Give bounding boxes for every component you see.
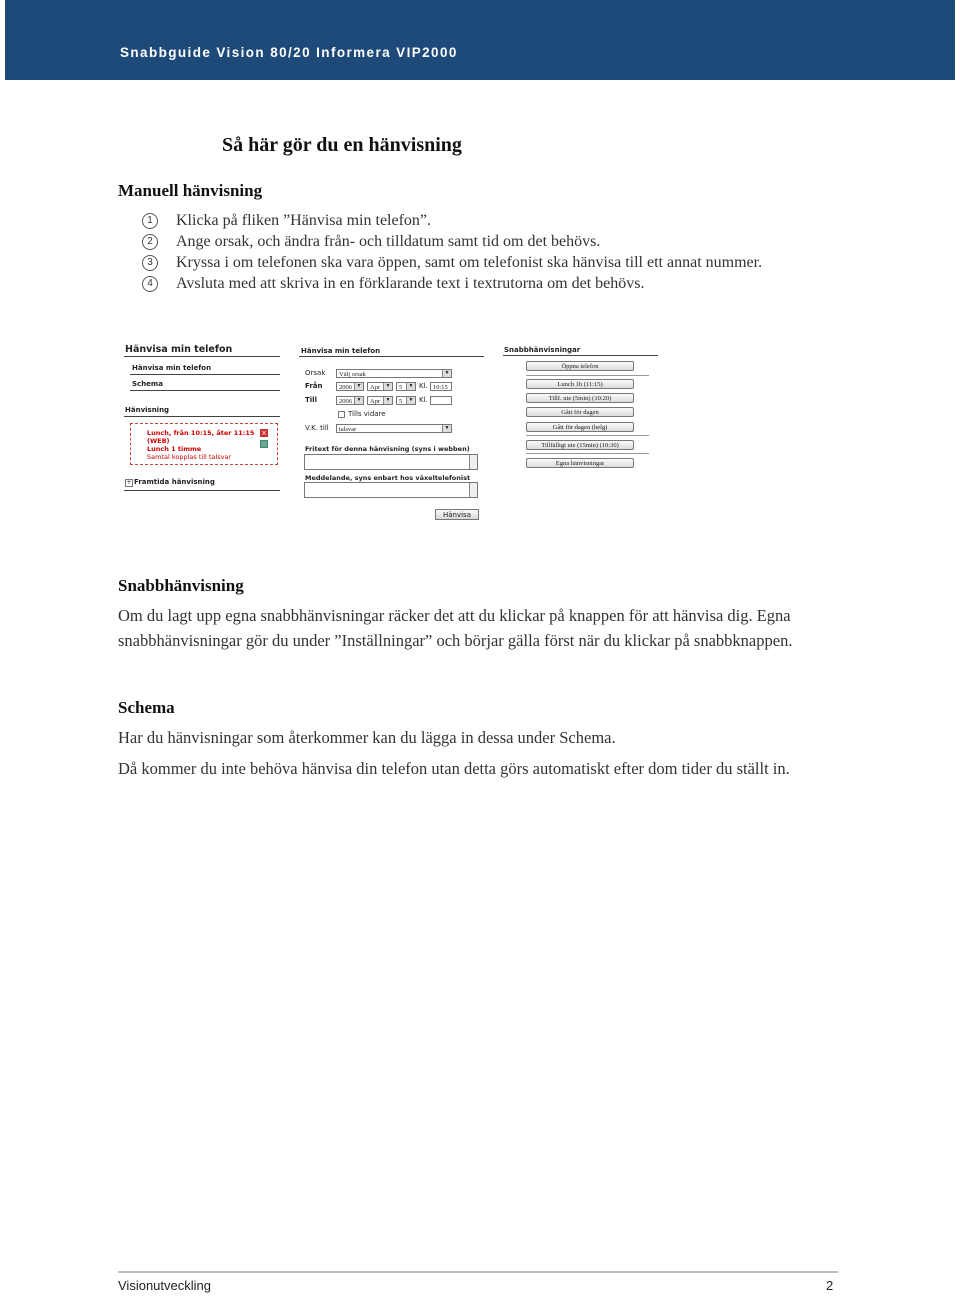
tills-vidare-label: Tills vidare <box>348 410 386 418</box>
till-day-select[interactable]: 5 ▼ <box>396 396 416 405</box>
entry-time: Lunch, från 10:15, åter 11:15 <box>147 429 255 437</box>
step-number: 3 <box>142 255 158 271</box>
divider <box>124 416 280 417</box>
kl-label: Kl. <box>419 382 428 390</box>
meddelande-label: Meddelande, syns enbart hos växeltelefonist <box>305 474 471 482</box>
schema-text-2: Då kommer du inte behöva hänvisa din telefon utan detta görs automatiskt efter dom tider du ställt in. <box>118 759 790 778</box>
quick-button-tillfalligt[interactable]: Tillfälligt ute (15min) (10:30) <box>526 440 634 450</box>
divider <box>130 390 280 391</box>
entry-forward: Samtal kopplas till talsvar <box>147 453 232 461</box>
footer-divider <box>118 1271 838 1273</box>
fritext-textarea[interactable] <box>304 454 478 470</box>
fran-time-input[interactable]: 10:15 <box>430 382 452 391</box>
page-title: Så här gör du en hänvisning <box>222 134 462 156</box>
fran-year-select[interactable]: 2006 ▼ <box>336 382 364 391</box>
hanvisa-button[interactable]: Hänvisa <box>435 509 479 520</box>
menu-item-hanvisa[interactable]: Hänvisa min telefon <box>132 364 212 372</box>
kl-label: Kl. <box>419 396 428 404</box>
quick-button-tillf-ute[interactable]: Tillf. ute (5min) (10:20) <box>526 393 634 403</box>
list-item <box>142 273 842 294</box>
divider <box>124 490 280 491</box>
divider <box>526 375 649 376</box>
entry-source: (WEB) <box>147 437 170 445</box>
step-text: Avsluta med att skriva in en förklarande text i textrutorna om det behövs. <box>176 275 645 292</box>
scrollbar[interactable] <box>469 483 477 497</box>
menu-item-schema[interactable]: Schema <box>132 380 163 388</box>
active-entry <box>130 423 278 465</box>
chevron-down-icon: ▼ <box>354 383 363 390</box>
till-time-input[interactable] <box>430 396 452 405</box>
quick-button-gatt[interactable]: Gått för dagen <box>526 407 634 417</box>
divider <box>124 356 280 357</box>
step-number: 4 <box>142 276 158 292</box>
meddelande-textarea[interactable] <box>304 482 478 498</box>
till-month-select[interactable]: Apr ▼ <box>367 396 393 405</box>
divider <box>299 356 484 357</box>
till-label: Till <box>305 396 317 404</box>
chevron-down-icon: ▼ <box>406 397 415 404</box>
schema-heading: Schema <box>118 698 175 717</box>
vk-select[interactable]: talsvar ▼ <box>336 424 452 433</box>
step-text: Kryssa i om telefonen ska vara öppen, samt om telefonist ska hänvisa till ett annat nummer. <box>176 254 763 271</box>
divider <box>526 435 649 436</box>
list-item <box>142 231 842 252</box>
chevron-down-icon: ▼ <box>442 370 451 377</box>
fran-day-select[interactable]: 5 ▼ <box>396 382 416 391</box>
form-title: Hänvisa min telefon <box>301 347 381 355</box>
list-item <box>142 210 842 231</box>
tills-vidare-checkbox[interactable] <box>338 411 345 418</box>
header-band <box>5 0 955 80</box>
edit-icon[interactable] <box>260 440 268 448</box>
orsak-label: Orsak <box>305 369 326 377</box>
quick-heading: Snabbhänvisning <box>118 576 244 595</box>
scrollbar[interactable] <box>469 455 477 469</box>
divider <box>130 374 280 375</box>
section-label: Hänvisning <box>125 406 170 414</box>
step-text: Klicka på fliken ”Hänvisa min telefon”. <box>176 212 432 229</box>
page-number: 2 <box>826 1278 834 1293</box>
step-text: Ange orsak, och ändra från- och tilldatum samt tid om det behövs. <box>176 233 601 250</box>
fritext-label: Fritext för denna hänvisning (syns i webben) <box>305 445 470 453</box>
fran-month-select[interactable]: Apr ▼ <box>367 382 393 391</box>
chevron-down-icon: ▼ <box>406 383 415 390</box>
fran-label: Från <box>305 382 323 390</box>
chevron-down-icon: ▼ <box>383 383 392 390</box>
manual-heading: Manuell hänvisning <box>118 181 263 200</box>
chevron-down-icon: ▼ <box>383 397 392 404</box>
schema-text-1: Har du hänvisningar som återkommer kan du lägga in dessa under Schema. <box>118 728 616 747</box>
list-item <box>142 252 842 273</box>
chevron-down-icon: ▼ <box>442 425 451 432</box>
quick-button-egna[interactable]: Egna hänvisningar <box>526 458 634 468</box>
step-number: 2 <box>142 234 158 250</box>
till-year-select[interactable]: 2006 ▼ <box>336 396 364 405</box>
future-link[interactable]: Framtida hänvisning <box>134 478 215 486</box>
entry-reason: Lunch 1 timme <box>147 445 202 453</box>
vk-label: V.K. till <box>305 424 329 432</box>
quick-button-lunch[interactable]: Lunch 1h (11:15) <box>526 379 634 389</box>
divider <box>503 355 658 356</box>
panel-title: Hänvisa min telefon <box>125 344 233 355</box>
step-number: 1 <box>142 213 158 229</box>
chevron-down-icon: ▼ <box>354 397 363 404</box>
quick-button-gatt-helg[interactable]: Gått för dagen (helg) <box>526 422 634 432</box>
header-title: Snabbguide Vision 80/20 Informera VIP2000 <box>120 45 458 60</box>
quick-button-oppna[interactable]: Öppna telefon <box>526 361 634 371</box>
orsak-select[interactable]: Välj orsak ▼ <box>336 369 452 378</box>
quick-text: Om du lagt upp egna snabbhänvisningar räcker det att du klickar på knappen för att hänvisa dig. Egna snabbhänvisningar gör du under ”Inställningar” och börjar gälla först när du klickar på snabbknappen. <box>118 606 793 650</box>
expand-icon[interactable]: + <box>126 479 132 486</box>
delete-icon[interactable]: × <box>261 429 267 437</box>
divider <box>526 453 649 454</box>
step-list <box>142 210 842 294</box>
quick-title: Snabbhänvisningar <box>504 346 581 354</box>
footer-company: Visionutveckling <box>118 1278 211 1293</box>
